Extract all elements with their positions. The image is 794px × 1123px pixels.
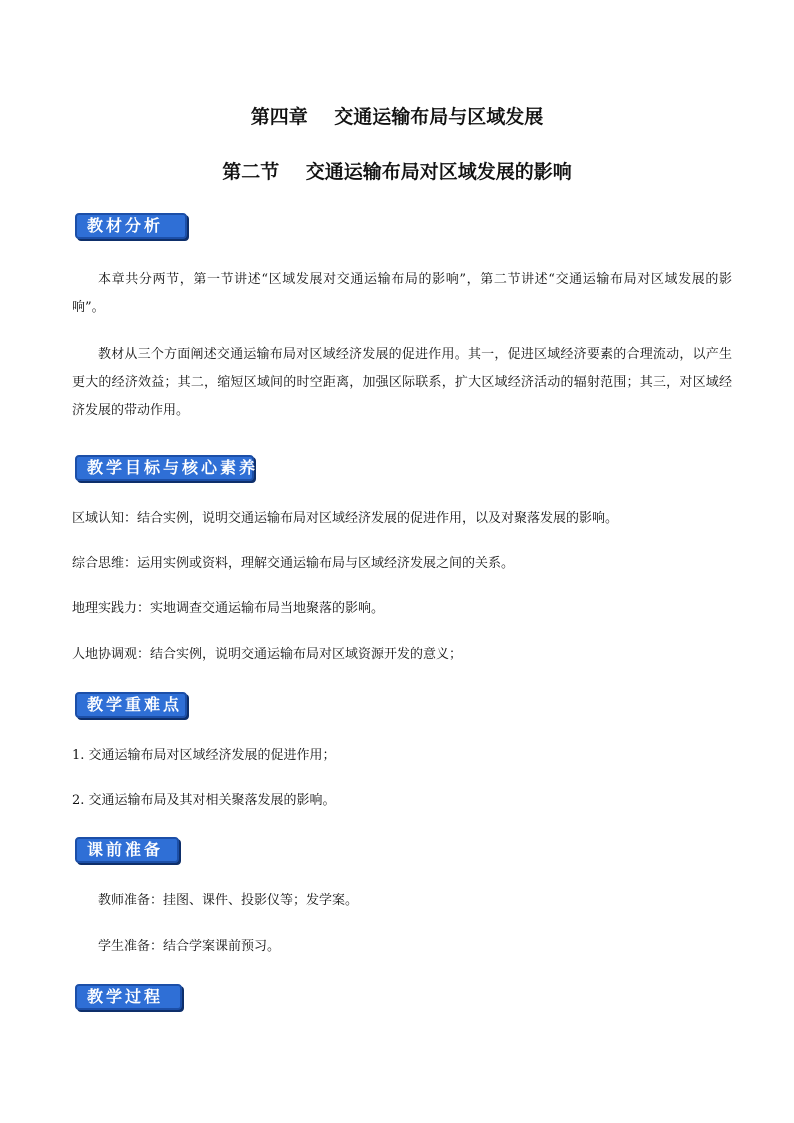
analysis-paragraph-2: 教材从三个方面阐述交通运输布局对区域经济发展的促进作用。其一，促进区域经济要素的合理流动，以产生更大的经济效益；其二，缩短区域间的时空距离，加强区际联系，扩大区域经济活动的辐射范围；其三，对区域经济发展的带动作用。 bbox=[72, 347, 732, 418]
key-point-item-1: 1. 交通运输布局对区域经济发展的促进作用； bbox=[72, 748, 336, 763]
goal-item-human-earth-harmony: 人地协调观：结合实例，说明交通运输布局对区域资源开发的意义； bbox=[72, 647, 463, 662]
preparation-teacher: 教师准备：挂图、课件、投影仪等；发学案。 bbox=[98, 893, 359, 908]
chapter-title: 第四章 交通运输布局与区域发展 bbox=[250, 106, 544, 128]
heading-textbook-analysis: 教材分析 bbox=[75, 213, 187, 239]
heading-teaching-process: 教学过程 bbox=[75, 984, 182, 1010]
heading-teaching-goals: 教学目标与核心素养 bbox=[75, 455, 254, 481]
section-title: 第二节 交通运输布局对区域发展的影响 bbox=[222, 161, 572, 183]
key-point-item-2: 2. 交通运输布局及其对相关聚落发展的影响。 bbox=[72, 793, 336, 808]
heading-key-difficult-points: 教学重难点 bbox=[75, 692, 187, 718]
goal-item-regional-cognition: 区域认知：结合实例，说明交通运输布局对区域经济发展的促进作用，以及对聚落发展的影响。 bbox=[72, 511, 619, 526]
heading-preparation: 课前准备 bbox=[75, 837, 179, 863]
preparation-student: 学生准备：结合学案课前预习。 bbox=[98, 939, 281, 954]
analysis-paragraph-1: 本章共分两节，第一节讲述“区域发展对交通运输布局的影响”，第二节讲述“交通运输布局对区域发展的影响”。 bbox=[72, 272, 732, 315]
goal-item-geographic-practice: 地理实践力：实地调查交通运输布局当地聚落的影响。 bbox=[72, 601, 385, 616]
goal-item-comprehensive-thinking: 综合思维：运用实例或资料，理解交通运输布局与区域经济发展之间的关系。 bbox=[72, 556, 515, 571]
